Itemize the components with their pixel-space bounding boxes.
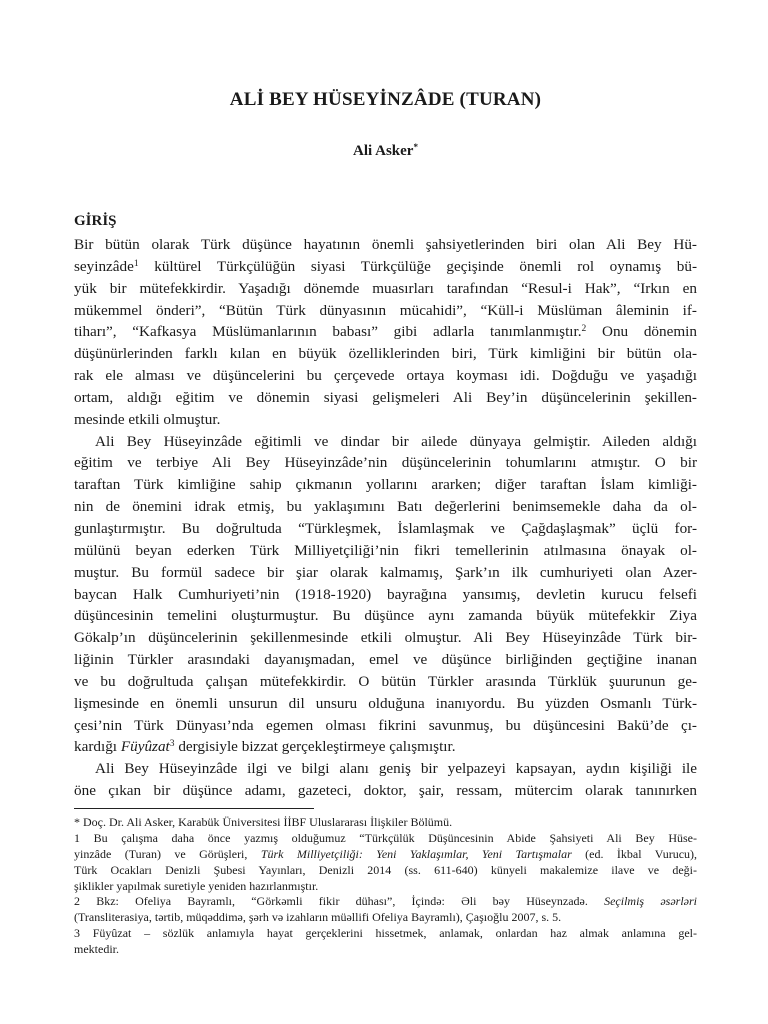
line-text: Onu dönemin	[586, 323, 697, 341]
body-line	[74, 562, 697, 584]
footnote-line	[74, 815, 697, 831]
footnote-ref: 1	[133, 258, 139, 269]
footnote-text: 1 Bu çalışma daha önce yazmış olduğumuz “Türkçülük Düşüncesinin Abide Şahsiyeti Ali Bey Hüse-	[74, 830, 697, 845]
body-line	[74, 780, 697, 802]
body-line	[74, 649, 697, 671]
line-text: ortam, aldığı eğitim ve dönemin siyasi gelişmeleri Ali Bey’in düşüncelerinin şekillen-	[74, 388, 697, 406]
footnote-line	[74, 847, 697, 863]
body-line	[74, 758, 697, 780]
body-line	[74, 321, 697, 343]
body-line	[74, 605, 697, 627]
line-text: düşünürlerinden farklı kılan en büyük özelliklerinden biri, Türk kimliğini bir bütün ola-	[74, 345, 697, 363]
body-line	[74, 496, 697, 518]
body-line	[74, 474, 697, 496]
body-line	[74, 584, 697, 606]
footnote-line	[74, 863, 697, 879]
footnote-text: (Transliterasiya, tərtib, müqəddimə, şərh və izahların müəllifi Ofeliya Bayramlı), Çaşıoğlu 2007, s. 5.	[74, 910, 562, 925]
footnote-text: * Doç. Dr. Ali Asker, Karabük Üniversitesi İİBF Uluslararası İlişkiler Bölümü.	[74, 815, 453, 829]
footnote-text: 2 Bkz: Ofeliya Bayramlı, “Görkəmli fikir dühası”, İçində: Əli bəy Hüseynzadə.	[74, 894, 605, 909]
line-text: eğitim ve terbiye Ali Bey Hüseyinzâde’nin düşüncelerinin tohumlarını atmıştır. O bir	[74, 454, 697, 472]
article-title: ALİ BEY HÜSEYİNZÂDE (TURAN)	[229, 89, 542, 110]
footnote-line	[74, 894, 697, 910]
line-text: Gökalp’ın düşüncelerinin şekillenmesinde etkili olmuştur. Ali Bey Hüseyinzâde Türk bir-	[74, 629, 697, 647]
footnote-italic: Seçilmiş əsərləri	[604, 894, 697, 909]
line-text: lişmesinde en önemli unsurun dil unsuru olduğuna inanıyordu. Bu yüzden Osmanlı Türk-	[74, 694, 697, 712]
body-text	[74, 234, 697, 802]
body-line	[74, 387, 697, 409]
line-text: nin de önemini idrak etmiş, bu yaklaşımını Batı değerlerini benimsemekle daha da ol-	[74, 498, 697, 516]
footnote-line	[74, 910, 697, 926]
document-page	[74, 0, 697, 1024]
line-text: mükemmel önderi”, “Bütün Türk dünyasının mücahidi”, “Küll-i Müslüman âleminin if-	[74, 301, 697, 319]
section-heading: GİRİŞ	[74, 213, 117, 229]
line-text: rak ele alması ve düşüncelerini bu çerçevede ortaya koyması idi. Doğduğu ve yaşadığı	[74, 367, 697, 385]
footnote-text: yinzâde (Turan) ve Görüşleri,	[74, 846, 261, 861]
line-text: taraftan Türk kimliğine sahip çıkmanın yollarını ararken; diğer taraftan İslam kimliği-	[74, 476, 697, 494]
line-text: mülünü beyan ederken Türk Milliyetçiliği’nin fikri temellerinin atılmasına önayak ol-	[74, 541, 697, 559]
line-text: muştur. Bu formül sadece bir şiar olarak kalmamış, Şark’ın ilk cumhuriyeti olan Azer-	[74, 563, 697, 581]
body-line	[74, 409, 697, 431]
author-footnote-mark: *	[413, 142, 418, 152]
line-text: çesi’nin Türk Dünyası’nda egemen olması fikrini savunmuş, bu düşüncesini Bakü’de çı-	[74, 716, 697, 734]
footnote-italic: Türk Milliyetçiliği: Yeni Yaklaşımlar, Yeni Tartışmalar	[260, 846, 572, 861]
line-text: öne çıkan bir düşünce adamı, gazeteci, doktor, şair, ressam, mütercim olarak tanınırken	[74, 782, 697, 800]
footnotes	[74, 815, 697, 958]
author-line	[74, 142, 697, 160]
line-text: Ali Bey Hüseyinzâde eğitimli ve dindar bir ailede dünyaya gelmiştir. Aileden aldığı	[95, 432, 697, 450]
footnote-line	[74, 942, 697, 958]
body-line	[74, 300, 697, 322]
line-text: baycan Halk Cumhuriyeti’nin (1918-1920) bayrağına yansımış, devletin kurucu felsefi	[74, 585, 697, 603]
line-text: kardığı	[74, 738, 121, 756]
line-text: mesinde etkili olmuştur.	[74, 410, 221, 428]
footnote-line	[74, 879, 697, 895]
line-text: kültürel Türkçülüğün siyasi Türkçülüğe geçişinde önemli rol oynamış bü-	[138, 257, 697, 275]
body-line	[74, 278, 697, 300]
body-line	[74, 736, 697, 758]
line-text: dergisiyle bizzat gerçekleştirmeye çalışmıştır.	[174, 738, 456, 756]
footnote-text: (ed. İkbal Vurucu),	[571, 846, 698, 861]
footnote-line	[74, 831, 697, 847]
body-line	[74, 540, 697, 562]
body-line	[74, 343, 697, 365]
line-text: Bir bütün olarak Türk düşünce hayatının önemli şahsiyetlerinden biri olan Ali Bey Hü-	[74, 236, 697, 253]
body-line	[74, 627, 697, 649]
body-line	[74, 715, 697, 737]
body-line	[74, 693, 697, 715]
line-text: Ali Bey Hüseyinzâde ilgi ve bilgi alanı geniş bir yelpazeyi kapsayan, aydın kişiliği ile	[95, 760, 697, 778]
line-text: gunlaştırmıştır. Bu doğrultuda “Türkleşmek, İslamlaşmak ve Çağdaşlaşmak” üçlü for-	[74, 519, 697, 537]
footnote-ref: 3	[169, 739, 175, 750]
line-text: seyinzâde	[74, 257, 134, 275]
body-line	[74, 256, 697, 278]
author-name: Ali Asker	[353, 143, 414, 159]
footnote-text: Türk Ocakları Denizli Şubesi Yayınları, Denizli 2014 (ss. 611-640) künyeli makalemize ilave ve deği-	[74, 862, 697, 877]
footnote-ref: 2	[581, 324, 587, 335]
line-text: düşüncesinin temelini oluşturmuştur. Bu düşünce aynı zamanda büyük mütefekkir Ziya	[74, 607, 697, 625]
line-text: tiharı”, “Kafkasya Müslümanlarının babası” gibi adlarla tanımlanmıştır.	[74, 323, 582, 341]
body-line	[74, 234, 697, 256]
body-line	[74, 518, 697, 540]
footnote-text: 3 Füyûzat – sözlük anlamıyla hayat gerçeklerini hissetmek, anlamak, onlardan haz almak anlamına gel-	[74, 926, 697, 941]
line-text: ve bu doğrultuda çalışan mütefekkirdir. O bütün Türkler arasında Türklük şuurunun ge-	[74, 672, 697, 690]
body-line	[74, 431, 697, 453]
journal-title: Füyûzat	[120, 738, 170, 756]
footnote-text: mektedir.	[74, 942, 119, 957]
footnote-text: şiklikler yapılmak suretiyle yeniden hazırlanmıştır.	[74, 878, 319, 893]
line-text: yük bir mütefekkirdir. Yaşadığı dönemde muasırları tarafından “Resul-i Hak”, “Irkın en	[74, 279, 697, 297]
footnote-separator	[74, 808, 314, 809]
body-line	[74, 452, 697, 474]
line-text: liğinin Türkler arasındaki dayanışmadan, emel ve düşünce birliğinden geçtiğine inanan	[74, 651, 697, 669]
footnote-line	[74, 926, 697, 942]
body-line	[74, 671, 697, 693]
body-line	[74, 365, 697, 387]
